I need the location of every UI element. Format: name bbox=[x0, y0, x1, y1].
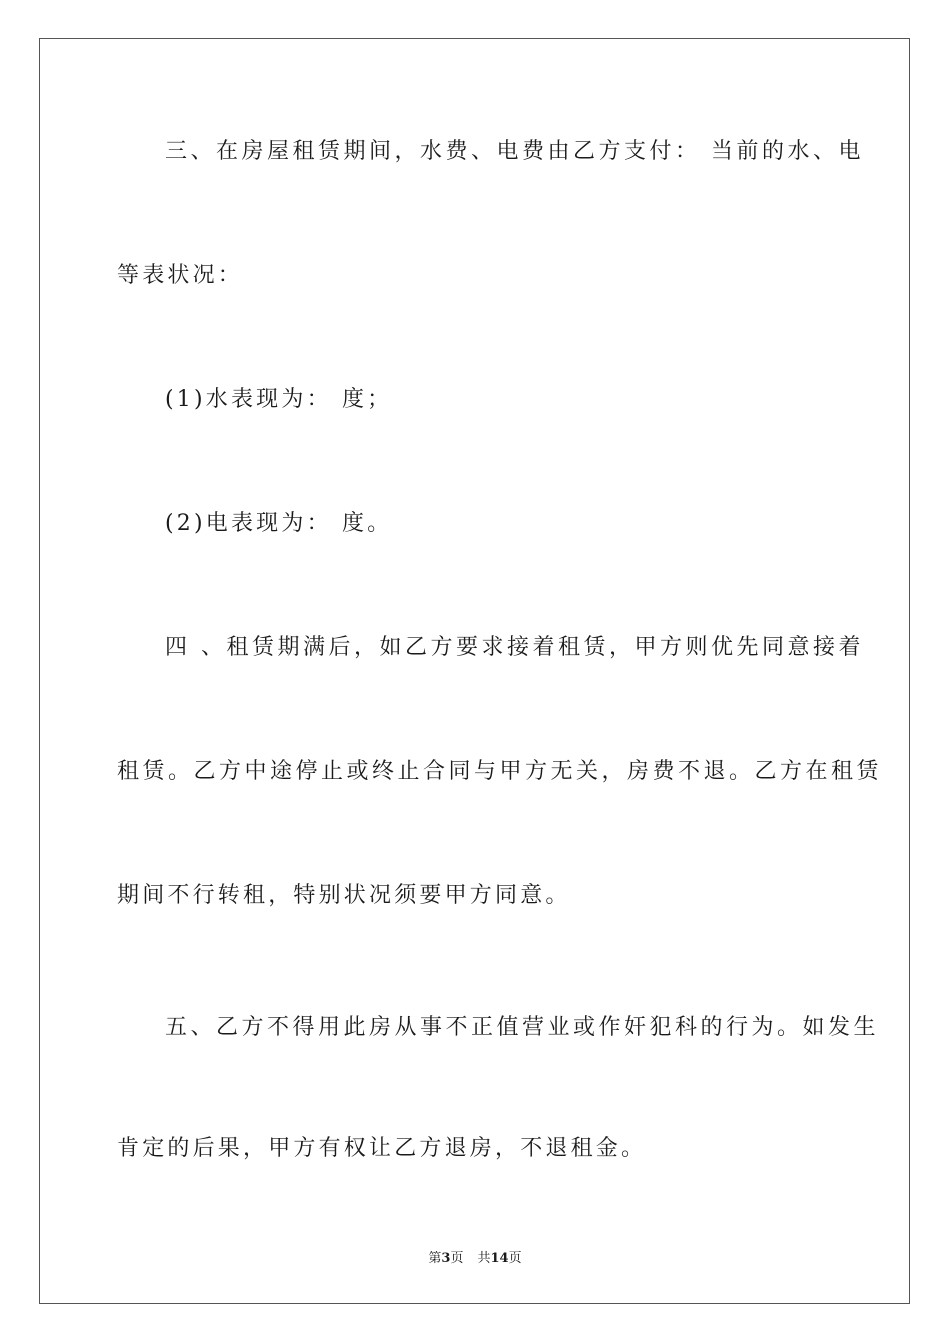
page-border bbox=[39, 38, 910, 1304]
page-footer bbox=[0, 1247, 950, 1266]
paragraph-5-line-1: 五、乙方不得用此房从事不正值营业或作奸犯科的行为。如发生 bbox=[165, 1015, 880, 1040]
footer-page-suffix: 页 bbox=[450, 1251, 464, 1266]
paragraph-3-line-1: 三、在房屋租赁期间，水费、电费由乙方支付： 当前的水、电 bbox=[165, 139, 864, 164]
paragraph-5-line-2: 肯定的后果，甲方有权让乙方退房，不退租金。 bbox=[117, 1136, 647, 1161]
footer-page-prefix: 第 bbox=[428, 1251, 442, 1266]
footer-total-pages: 14 bbox=[490, 1251, 509, 1266]
paragraph-4-line-3: 期间不行转租，特别状况须要甲方同意。 bbox=[117, 883, 571, 908]
paragraph-4-line-1: 四 、租赁期满后，如乙方要求接着租赁，甲方则优先同意接着 bbox=[165, 635, 864, 660]
footer-total-suffix: 页 bbox=[508, 1251, 522, 1266]
footer-page-number: 3 bbox=[441, 1251, 451, 1266]
paragraph-4-line-2: 租赁。乙方中途停止或终止合同与甲方无关，房费不退。乙方在租赁 bbox=[117, 759, 883, 784]
water-meter-line: (1)水表现为： 度； bbox=[165, 387, 393, 412]
footer-total-prefix: 共 bbox=[477, 1251, 491, 1266]
electric-meter-line: (2)电表现为： 度。 bbox=[165, 511, 393, 536]
paragraph-3-line-2: 等表状况： bbox=[117, 263, 244, 288]
